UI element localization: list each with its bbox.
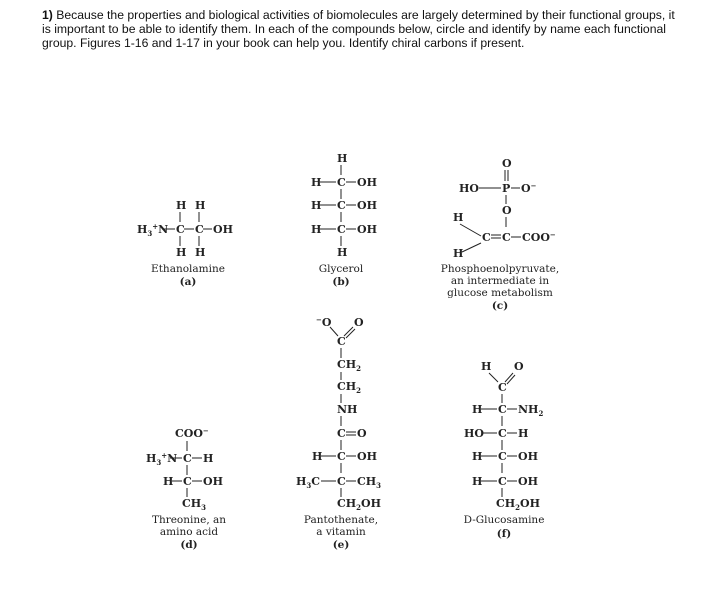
svg-text:CH2OH: $CH_2OH$	[496, 497, 541, 512]
svg-text:OH: OH	[518, 450, 538, 463]
svg-text:H3+N: $H_3^+N$	[137, 222, 169, 238]
svg-text:H: H	[203, 452, 214, 465]
svg-text:H: H	[163, 475, 174, 488]
svg-text:C: C	[498, 403, 507, 416]
svg-text:OH: OH	[518, 475, 538, 488]
compound-name-a: Ethanolamine	[151, 263, 225, 275]
svg-text:C: C	[337, 335, 346, 348]
svg-text:HO: HO	[464, 427, 484, 440]
svg-text:H3C: $H_3C$	[296, 475, 321, 490]
svg-text:C: C	[498, 475, 507, 488]
compound-name-d-line2: amino acid	[159, 526, 219, 538]
glucosamine-structure	[464, 360, 545, 540]
svg-text:C: C	[482, 231, 491, 244]
svg-text:C: C	[176, 223, 185, 236]
svg-text:C: C	[337, 450, 346, 463]
compound-name-c-line2: an intermediate in	[450, 275, 550, 287]
ethanolamine-structure	[137, 199, 233, 288]
svg-text:HO: HO	[459, 182, 479, 195]
svg-text:C: C	[337, 176, 346, 189]
svg-text:CH3: $CH_3$	[357, 475, 382, 490]
svg-text:P: P	[502, 182, 511, 195]
compound-letter-d: (d)	[180, 539, 198, 551]
svg-text:C: C	[498, 427, 507, 440]
svg-text:H: H	[195, 246, 206, 259]
svg-text:H: H	[176, 199, 187, 212]
svg-text:NH: NH	[337, 403, 358, 416]
svg-text:NH2: $NH_2$	[518, 403, 544, 418]
svg-text:C: C	[183, 475, 192, 488]
svg-text:H: H	[337, 152, 348, 165]
svg-text:COO−: COO−	[522, 230, 556, 244]
compound-letter-f: (f)	[496, 528, 512, 540]
svg-text:OH: OH	[357, 223, 377, 236]
svg-text:C: C	[183, 452, 192, 465]
svg-text:H: H	[176, 246, 187, 259]
pantothenate-structure	[296, 315, 381, 551]
svg-text:O: O	[502, 157, 512, 170]
question-body: Because the properties and biological activities of biomolecules are largely determined by their functional groups, it is important to be able to identify them. In each of the compounds below, circle and identify by name each functional group. Figures 1-16 and 1-17 in your book can help you. Identify chiral carbons if present.	[42, 8, 675, 51]
compound-letter-a: (a)	[179, 276, 197, 288]
svg-text:−O: −O	[316, 315, 332, 329]
svg-text:H: H	[472, 475, 483, 488]
question-number: 1)	[42, 8, 53, 22]
svg-text:C: C	[337, 427, 346, 440]
svg-text:OH: OH	[203, 475, 223, 488]
svg-text:H: H	[453, 211, 464, 224]
svg-text:H: H	[337, 246, 348, 259]
svg-text:CH2: $CH_2$	[337, 380, 362, 395]
svg-text:H: H	[472, 403, 483, 416]
compound-name-c: Phosphoenolpyruvate,	[440, 263, 560, 275]
svg-text:CH2: $CH_2$	[337, 358, 362, 373]
svg-text:C: C	[498, 450, 507, 463]
svg-text:H: H	[472, 450, 483, 463]
svg-text:H: H	[481, 360, 492, 373]
svg-text:H: H	[311, 176, 322, 189]
svg-text:C: C	[498, 381, 507, 394]
svg-text:C: C	[337, 199, 346, 212]
svg-text:H: H	[195, 199, 206, 212]
svg-text:O: O	[514, 360, 524, 373]
compound-name-d: Threonine, an	[151, 514, 227, 526]
svg-text:H: H	[311, 223, 322, 236]
compound-name-e-line2: a vitamin	[316, 526, 366, 538]
svg-text:C: C	[195, 223, 204, 236]
svg-text:COO−: COO−	[175, 426, 209, 440]
svg-text:OH: OH	[357, 450, 377, 463]
compound-name-b: Glycerol	[318, 263, 364, 275]
compound-letter-b: (b)	[332, 276, 350, 288]
svg-text:C: C	[337, 475, 346, 488]
svg-text:CH2OH: $CH_2OH$	[337, 497, 382, 512]
svg-text:C: C	[337, 223, 346, 236]
svg-text:H: H	[518, 427, 529, 440]
svg-text:OH: OH	[357, 176, 377, 189]
svg-text:H: H	[453, 247, 464, 260]
compound-name-f: D-Glucosamine	[463, 514, 545, 526]
svg-text:O: O	[354, 316, 364, 329]
phosphoenolpyruvate-structure	[441, 157, 559, 312]
svg-text:H: H	[311, 199, 322, 212]
svg-text:H3+N: $H_3^+N$	[146, 451, 178, 467]
compound-letter-c: (c)	[491, 300, 509, 312]
svg-text:O−: O−	[521, 181, 537, 195]
svg-text:O: O	[502, 204, 512, 217]
svg-text:CH3: $CH_3$	[182, 497, 207, 512]
compound-letter-e: (e)	[332, 539, 350, 551]
svg-text:OH: OH	[213, 223, 233, 236]
svg-text:H: H	[312, 450, 323, 463]
svg-text:C: C	[502, 231, 511, 244]
svg-text:OH: OH	[357, 199, 377, 212]
glycerol-structure	[311, 152, 377, 288]
compound-name-c-line3: glucose metabolism	[447, 287, 553, 299]
compound-name-e: Pantothenate,	[303, 514, 379, 526]
svg-text:O: O	[357, 427, 367, 440]
threonine-structure	[146, 426, 226, 551]
